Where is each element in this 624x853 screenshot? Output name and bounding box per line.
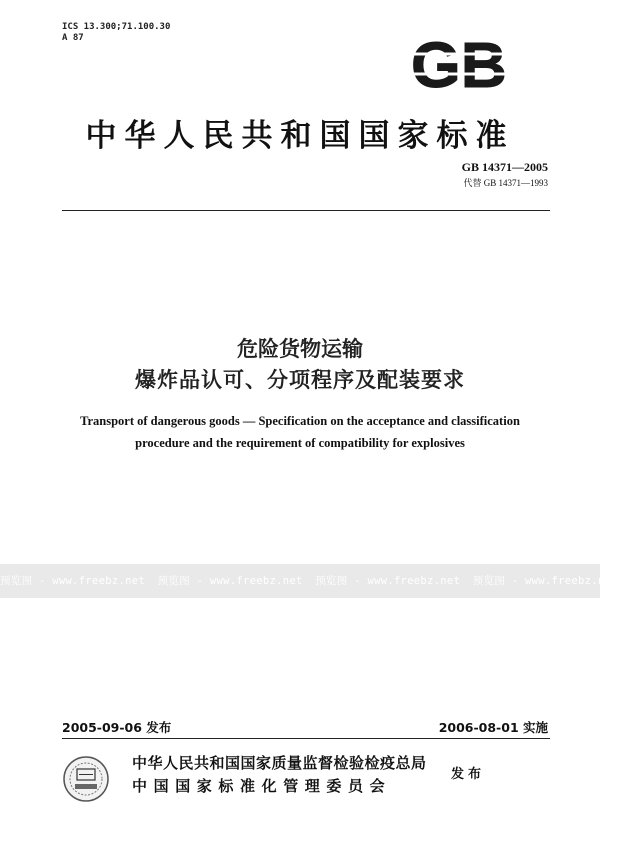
english-title-line2: procedure and the requirement of compatibility for explosives [135, 436, 465, 450]
watermark-item: 预览图 - www.freebz.net [157, 575, 303, 587]
watermark-item: 预览图 - www.freebz.net [0, 575, 145, 587]
watermark-item: 预览图 - www.freebz.net [315, 575, 461, 587]
gb-logo [398, 29, 520, 101]
top-divider [62, 210, 550, 211]
standard-number: GB 14371—2005 [461, 160, 548, 174]
issuing-authority-2: 中国国家标准化管理委员会 [132, 777, 392, 795]
official-seal-icon [62, 755, 110, 803]
bottom-divider [62, 738, 550, 739]
national-standard-title: 中华人民共和国国家标准 [85, 118, 515, 154]
implementation-date: 2006-08-01 实施 [438, 720, 548, 735]
ics-code: ICS 13.300;71.100.30 [62, 22, 171, 32]
ccs-code: A 87 [62, 33, 84, 43]
issue-date: 2005-09-06 发布 [62, 720, 172, 735]
chinese-title-line1: 危险货物运输 [237, 337, 363, 361]
english-title-line1: Transport of dangerous goods — Specification on the acceptance and classification [80, 414, 520, 428]
ics-classification [62, 22, 170, 44]
gb-logo-text: GB [411, 29, 507, 101]
chinese-title-line2: 爆炸品认可、分项程序及配装要求 [135, 368, 465, 392]
publish-label: 发布 [451, 767, 486, 782]
replaces-standard: 代替 GB 14371—1993 [463, 178, 548, 188]
watermark-item: 预览图 - www.freebz.net [472, 575, 618, 587]
issuing-authority-1: 中华人民共和国国家质量监督检验检疫总局 [132, 754, 427, 772]
watermark-text [0, 573, 618, 588]
